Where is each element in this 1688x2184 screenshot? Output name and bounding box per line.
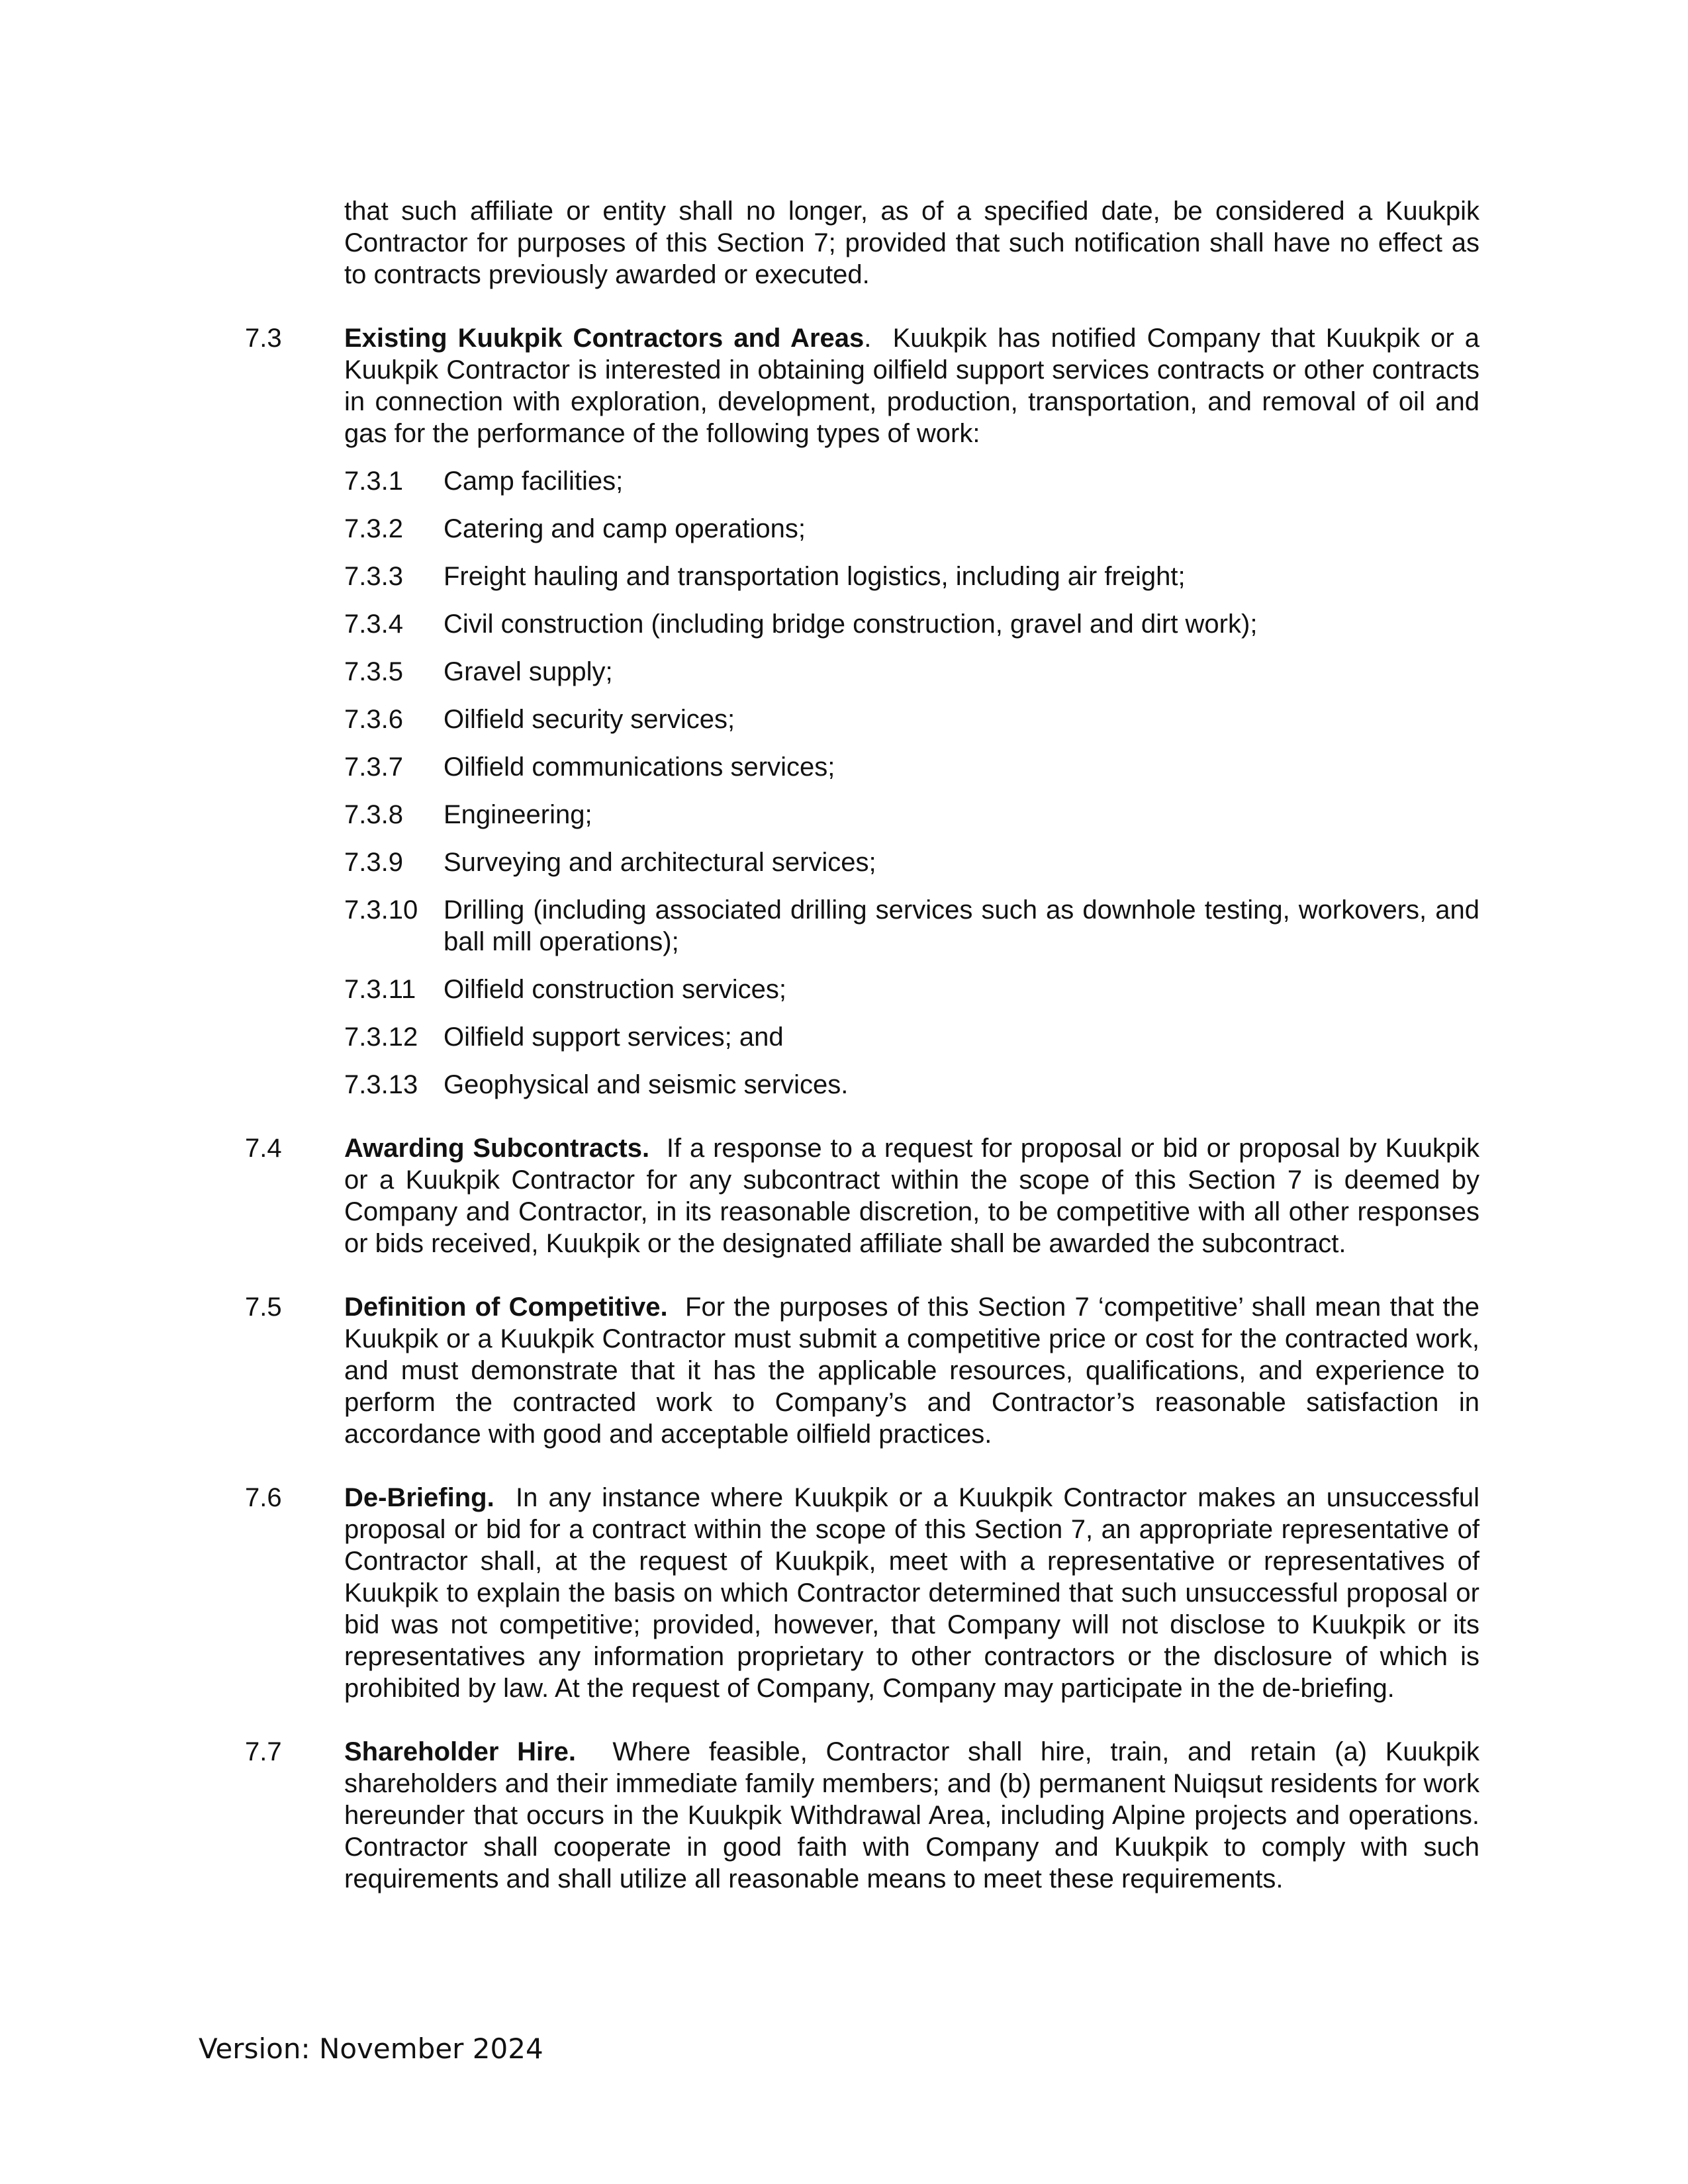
section-heading: Shareholder Hire. bbox=[344, 1737, 577, 1766]
section-body: Kuukpik has notified Company that Kuukpik or a Kuukpik Contractor is interested in obtaining oilfield support services contracts or other contracts in connection with exploration, development, production, transportation, and removal of oil and gas for the performance of the following types of work: bbox=[344, 324, 1480, 448]
list-item bbox=[245, 1069, 1479, 1101]
section-7-3 bbox=[245, 322, 1479, 449]
list-item-text: Gravel supply; bbox=[444, 657, 613, 686]
list-item bbox=[245, 561, 1479, 592]
list-item-text: Surveying and architectural services; bbox=[444, 848, 876, 877]
list-item-number: 7.3.7 bbox=[344, 752, 403, 782]
section-7-5 bbox=[245, 1291, 1479, 1450]
section-heading: Awarding Subcontracts. bbox=[344, 1134, 650, 1163]
section-body: Where feasible, Contractor shall hire, train, and retain (a) Kuukpik shareholders and their immediate family members; and (b) permanent Nuiqsut residents for work hereunder that occurs in the Kuukpik Withdrawal Area, including Alpine projects and operations. Contractor shall cooperate in good faith with Company and Kuukpik to comply with such requirements and shall utilize all reasonable means to meet these requirements. bbox=[344, 1737, 1480, 1893]
list-item bbox=[245, 465, 1479, 497]
section-body: In any instance where Kuukpik or a Kuukpik Contractor makes an unsuccessful proposal or bid for a contract within the scope of this Section 7, an appropriate representative of Contractor shall, at the request of Kuukpik, meet with a representative or representatives of Kuukpik to explain the basis on which Contractor determined that such unsuccessful proposal or bid was not competitive; provided, however, that Company will not disclose to Kuukpik or its representatives any information proprietary to other contractors or the disclosure of which is prohibited by law. At the request of Company, Company may participate in the de-briefing. bbox=[344, 1483, 1479, 1703]
list-item-number: 7.3.6 bbox=[344, 705, 403, 734]
list-item-number: 7.3.8 bbox=[344, 800, 403, 829]
list-item-text: Geophysical and seismic services. bbox=[444, 1070, 849, 1099]
section-heading: Existing Kuukpik Contractors and Areas bbox=[344, 324, 865, 353]
section-7-7 bbox=[245, 1736, 1479, 1895]
intro-continuation: that such affiliate or entity shall no longer, as of a specified date, be considered a Kuukpik Contractor for purposes of this Section 7; provided that such notification shall have no effect as to contracts previously awarded or executed. bbox=[344, 197, 1479, 289]
list-item-text: Oilfield communications services; bbox=[444, 752, 835, 782]
section-number: 7.7 bbox=[245, 1737, 282, 1766]
section-heading-punct: . bbox=[864, 324, 872, 353]
section-number: 7.6 bbox=[245, 1483, 282, 1512]
list-item bbox=[245, 751, 1479, 783]
list-item bbox=[245, 974, 1479, 1005]
document-body bbox=[245, 195, 1479, 1895]
list-item-number: 7.3.10 bbox=[344, 895, 418, 925]
list-item-text: Catering and camp operations; bbox=[444, 514, 806, 543]
section-number: 7.5 bbox=[245, 1293, 282, 1322]
list-item-number: 7.3.2 bbox=[344, 514, 403, 543]
list-item-text: Drilling (including associated drilling services such as downhole testing, workovers, and ball mill operations); bbox=[444, 895, 1479, 956]
list-item bbox=[245, 513, 1479, 545]
footer-version: Version: November 2024 bbox=[199, 2032, 543, 2065]
list-item-number: 7.3.11 bbox=[344, 975, 416, 1004]
list-item-text: Civil construction (including bridge construction, gravel and dirt work); bbox=[444, 610, 1258, 639]
list-item bbox=[245, 704, 1479, 735]
list-item-text: Camp facilities; bbox=[444, 467, 624, 496]
list-item-number: 7.3.4 bbox=[344, 610, 403, 639]
list-item-text: Engineering; bbox=[444, 800, 592, 829]
list-item bbox=[245, 656, 1479, 688]
section-body: For the purposes of this Section 7 ‘competitive’ shall mean that the Kuukpik or a Kuukpik Contractor must submit a competitive price or cost for the contracted work, and must demonstrate that it has the applicable resources, qualifications, and experience to perform the contracted work to Company’s and Contractor’s reasonable satisfaction in accordance with good and acceptable oilfield practices. bbox=[344, 1293, 1479, 1449]
list-item-number: 7.3.12 bbox=[344, 1023, 418, 1052]
work-types-list bbox=[245, 465, 1479, 1101]
list-item-number: 7.3.1 bbox=[344, 467, 403, 496]
list-item bbox=[245, 608, 1479, 640]
list-item-number: 7.3.9 bbox=[344, 848, 403, 877]
section-7-6 bbox=[245, 1482, 1479, 1704]
list-item-number: 7.3.3 bbox=[344, 562, 403, 591]
list-item bbox=[245, 894, 1479, 958]
list-item bbox=[245, 846, 1479, 878]
list-item-text: Oilfield construction services; bbox=[444, 975, 786, 1004]
section-body: If a response to a request for proposal or bid or proposal by Kuukpik or a Kuukpik Contractor for any subcontract within the scope of this Section 7 is deemed by Company and Contractor, in its reasonable discretion, to be competitive with all other responses or bids received, Kuukpik or the designated affiliate shall be awarded the subcontract. bbox=[344, 1134, 1479, 1258]
list-item-number: 7.3.5 bbox=[344, 657, 403, 686]
list-item-text: Oilfield security services; bbox=[444, 705, 735, 734]
section-heading: Definition of Competitive. bbox=[344, 1293, 668, 1322]
list-item-text: Freight hauling and transportation logistics, including air freight; bbox=[444, 562, 1186, 591]
list-item bbox=[245, 799, 1479, 831]
list-item-text: Oilfield support services; and bbox=[444, 1023, 784, 1052]
section-heading: De-Briefing. bbox=[344, 1483, 494, 1512]
section-number: 7.3 bbox=[245, 324, 282, 353]
section-7-4 bbox=[245, 1132, 1479, 1259]
list-item-number: 7.3.13 bbox=[344, 1070, 418, 1099]
section-number: 7.4 bbox=[245, 1134, 282, 1163]
list-item bbox=[245, 1021, 1479, 1053]
